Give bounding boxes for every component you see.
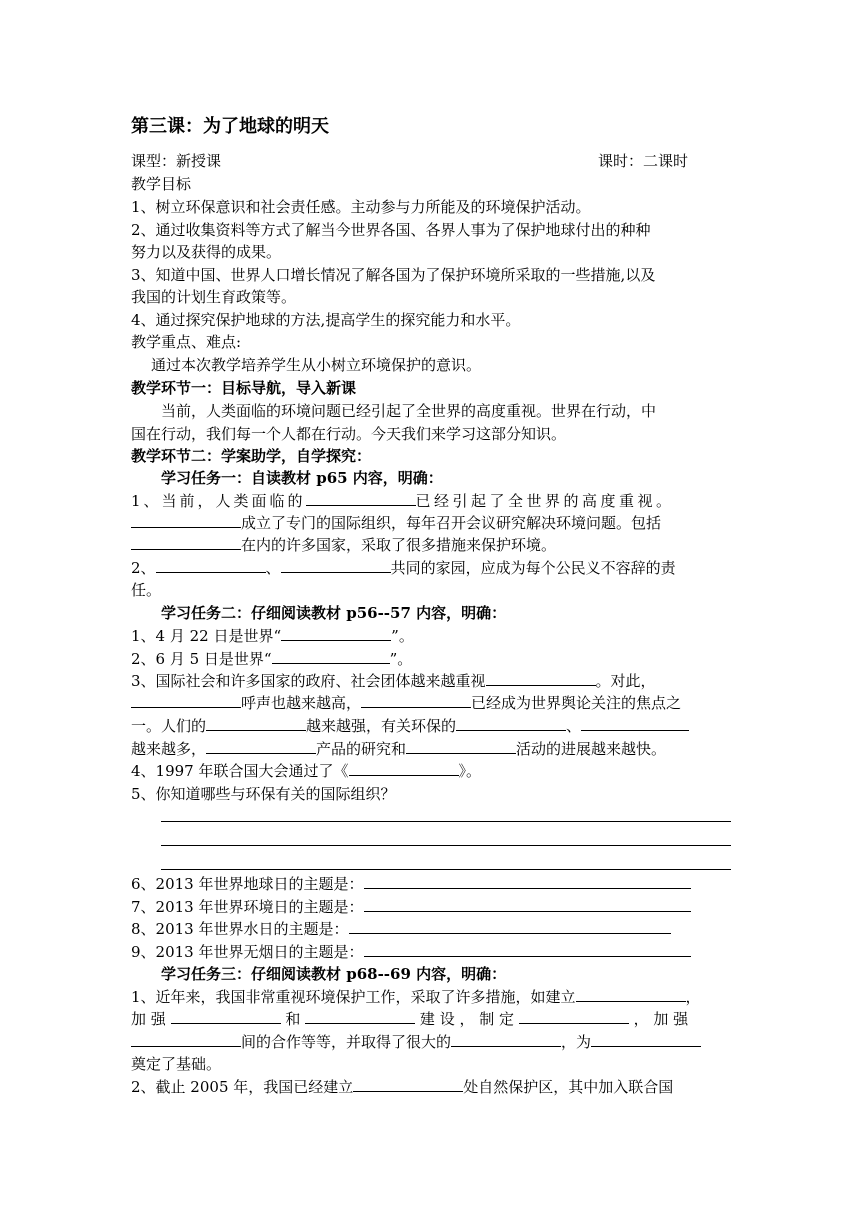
- task1-q2: 2、 、 共同的家园，应成为每个公民义不容辞的责: [131, 559, 676, 577]
- objective-line: 1、树立环保意识和社会责任感。主动参与力所能及的环境保护活动。: [131, 198, 591, 216]
- task1-q1: 1、当前，人类面临的 已经引起了全世界的高度重视。: [131, 492, 675, 510]
- fill-blank[interactable]: [406, 738, 516, 754]
- objective-line: 2、通过收集资料等方式了解当今世界各国、各界人事为了保护地球付出的种种: [131, 221, 651, 239]
- task2-q7: 7、2013 年世界环境日的主题是：: [131, 896, 731, 918]
- task1-heading: 学习任务一：自读教材 p65 内容，明确：: [161, 469, 443, 487]
- fill-blank[interactable]: [131, 534, 241, 550]
- fill-blank[interactable]: [361, 692, 471, 708]
- objective-line: 3、知道中国、世界人口增长情况了解各国为了保护环境所采取的一些措施,以及: [131, 266, 656, 284]
- task1-q1-cont: 在内的许多国家，采取了很多措施来保护环境。: [131, 534, 731, 556]
- task1-q1-cont: 成立了专门的国际组织，每年召开会议研究解决环境问题。包括: [131, 512, 731, 534]
- lesson-info-row: [131, 150, 731, 172]
- fill-blank[interactable]: [272, 648, 390, 664]
- task1-q2-cont: 任。: [131, 581, 162, 599]
- fill-blank[interactable]: [349, 760, 459, 776]
- fill-blank[interactable]: [306, 490, 416, 506]
- fill-blank[interactable]: [156, 557, 266, 573]
- lesson-hours: 课时：二课时: [598, 152, 689, 170]
- theme-blank[interactable]: [364, 873, 691, 889]
- fill-blank[interactable]: [131, 512, 241, 528]
- objective-line: 我国的计划生育政策等。: [131, 288, 297, 306]
- task3-q2: 2、截止 2005 年，我国已经建立 处自然保护区，其中加入联合国: [131, 1078, 674, 1096]
- page-title: 第三课：为了地球的明天: [131, 116, 329, 137]
- answer-line[interactable]: [161, 869, 731, 870]
- theme-blank[interactable]: [349, 918, 671, 934]
- answer-line[interactable]: [161, 845, 731, 846]
- fill-blank[interactable]: [576, 986, 686, 1002]
- fill-blank[interactable]: [456, 715, 566, 731]
- task3-q1: 1、近年来，我国非常重视环境保护工作，采取了许多措施，如建立 ，: [131, 988, 701, 1006]
- task2-q8: 8、2013 年世界水日的主题是：: [131, 918, 731, 940]
- task3-q1-cont: 奠定了基础。: [131, 1055, 222, 1073]
- fill-blank[interactable]: [486, 670, 596, 686]
- key-points-heading: 教学重点、难点:: [131, 333, 242, 351]
- task2-q5: 5、你知道哪些与环保有关的国际组织？: [131, 785, 396, 803]
- section2-heading: 教学环节二：学案助学，自学探究：: [131, 447, 372, 465]
- fill-blank[interactable]: [591, 1031, 701, 1047]
- objective-line: 4、通过探究保护地球的方法,提高学生的探究能力和水平。: [131, 311, 521, 329]
- theme-blank[interactable]: [364, 896, 691, 912]
- section1-heading: 教学环节一：目标导航，导入新课: [131, 379, 357, 397]
- objectives-heading: 教学目标: [131, 175, 192, 193]
- fill-blank[interactable]: [131, 1031, 241, 1047]
- section1-line: 当前，人类面临的环境问题已经引起了全世界的高度重视。世界在行动，中: [161, 402, 657, 420]
- task2-q3-cont: 越来越多， 产品的研究和 活动的进展越来越快。: [131, 740, 667, 758]
- task2-q3: 3、国际社会和许多国家的政府、社会团体越来越重视 。对此，: [131, 672, 656, 690]
- fill-blank[interactable]: [581, 715, 689, 731]
- fill-blank[interactable]: [305, 1008, 415, 1024]
- task2-q3-cont: 一。人们的 越来越强，有关环保的 、: [131, 715, 731, 737]
- task2-heading: 学习任务二：仔细阅读教材 p56--57 内容，明确：: [161, 604, 507, 622]
- task2-q6: 6、2013 年世界地球日的主题是：: [131, 873, 731, 895]
- lesson-type: 课型：新授课: [131, 152, 222, 170]
- fill-blank[interactable]: [171, 1008, 281, 1024]
- task3-heading: 学习任务三：仔细阅读教材 p68--69 内容，明确：: [161, 965, 507, 983]
- fill-blank[interactable]: [206, 715, 306, 731]
- fill-blank[interactable]: [206, 738, 316, 754]
- key-points-text: 通过本次教学培养学生从小树立环境保护的意识。: [151, 356, 482, 374]
- task2-q9: 9、2013 年世界无烟日的主题是：: [131, 941, 731, 963]
- fill-blank[interactable]: [519, 1008, 629, 1024]
- answer-line[interactable]: [161, 821, 731, 822]
- fill-blank[interactable]: [281, 557, 391, 573]
- section1-line: 国在行动，我们每一个人都在行动。今天我们来学习这部分知识。: [131, 425, 567, 443]
- fill-blank[interactable]: [451, 1031, 561, 1047]
- fill-blank[interactable]: [281, 625, 391, 641]
- theme-blank[interactable]: [364, 941, 691, 957]
- objective-line: 努力以及获得的成果。: [131, 243, 282, 261]
- fill-blank[interactable]: [131, 692, 241, 708]
- task2-q3-cont: 呼声也越来越高， 已经成为世界舆论关注的焦点之: [131, 692, 731, 714]
- task2-q4: 4、1997 年联合国大会通过了《 》。: [131, 762, 482, 780]
- task3-q1-cont: 间的合作等等，并取得了很大的 ，为: [131, 1031, 731, 1053]
- task2-q1: 1、4 月 22 日是世界“ ”。: [131, 627, 414, 645]
- task2-q2: 2、6 月 5 日是世界“ ”。: [131, 650, 413, 668]
- task3-q1-cont: 加 强 和 建 设 ， 制 定 ， 加 强: [131, 1010, 689, 1028]
- fill-blank[interactable]: [353, 1076, 463, 1092]
